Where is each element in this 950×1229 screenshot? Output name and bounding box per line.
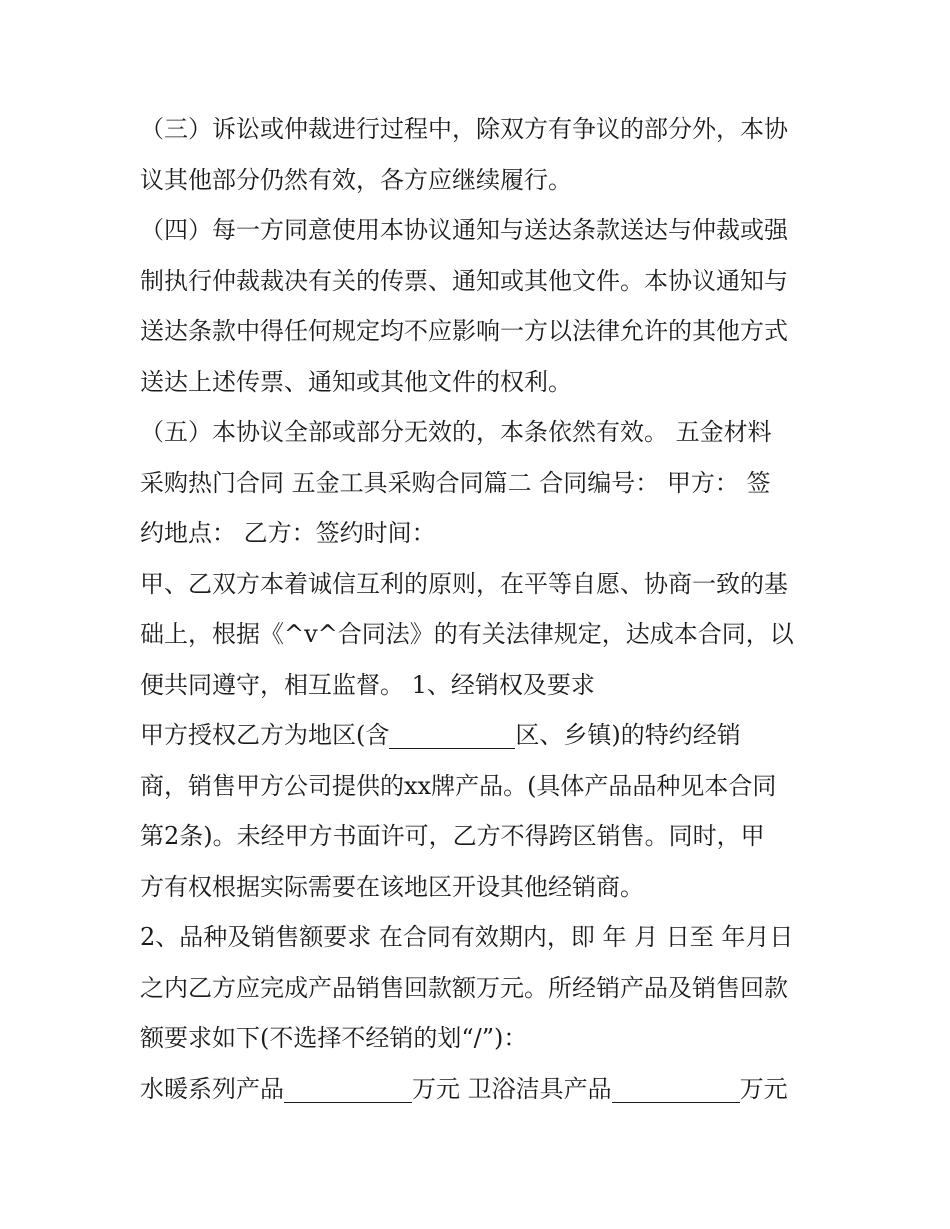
region-text-after: 区、乡镇)的特约经销 <box>515 721 741 749</box>
text-line: 送达上述传票、通知或其他文件的权利。 <box>140 367 572 396</box>
text-line: 第2条)。未经甲方书面许可，乙方不得跨区销售。同时，甲 <box>140 822 765 850</box>
text-line: 方有权根据实际需要在该地区开设其他经销商。 <box>140 872 644 901</box>
amount-blank-field-1[interactable] <box>284 1072 412 1103</box>
text-line: （四）每一方同意使用本协议通知与送达条款送达与仲裁或强 <box>140 216 788 244</box>
amount-blank-field-2[interactable] <box>612 1072 740 1103</box>
amount-item-label: 水暖系列产品 <box>140 1074 284 1103</box>
text-line: 采购热门合同 五金工具采购合同篇二 合同编号： 甲方： 签 <box>140 468 771 497</box>
amount-unit-label: 万元 <box>739 1074 788 1103</box>
text-line: 约地点： 乙方：签约时间： <box>140 519 436 547</box>
text-line: 2、品种及销售额要求 在合同有效期内，即 年 月 日至 年月日 <box>140 923 794 951</box>
text-line: 甲、乙双方本着诚信互利的原则，在平等自愿、协商一致的基 <box>140 569 788 598</box>
text-line: 商，销售甲方公司提供的xx牌产品。(具体产品品种见本合同 <box>140 771 777 800</box>
text-line: 便共同遵守，相互监督。 1、经销权及要求 <box>140 670 595 699</box>
text-line: （五）本协议全部或部分无效的，本条依然有效。 五金材料 <box>140 418 772 446</box>
region-line <box>140 710 818 761</box>
region-blank-field[interactable] <box>389 718 515 749</box>
document-body <box>140 104 818 1114</box>
region-text-before: 甲方授权乙方为地区(含 <box>140 721 390 749</box>
text-line: 额要求如下(不选择不经销的划“/”)： <box>140 1024 528 1052</box>
text-line: 之内乙方应完成产品销售回款额万元。所经销产品及销售回款 <box>140 973 788 1002</box>
text-line: 制执行仲裁裁决有关的传票、通知或其他文件。本协议通知与 <box>140 266 788 295</box>
amount-unit-label: 万元 卫浴洁具产品 <box>412 1074 612 1103</box>
text-line: 础上，根据《^v^合同法》的有关法律规定，达成本合同，以 <box>140 620 794 648</box>
text-line: 送达条款中得任何规定均不应影响一方以法律允许的其他方式 <box>140 317 788 345</box>
text-line: 议其他部分仍然有效，各方应继续履行。 <box>140 165 572 194</box>
text-line: （三）诉讼或仲裁进行过程中，除双方有争议的部分外，本协 <box>140 115 788 143</box>
amount-line <box>140 1064 818 1115</box>
